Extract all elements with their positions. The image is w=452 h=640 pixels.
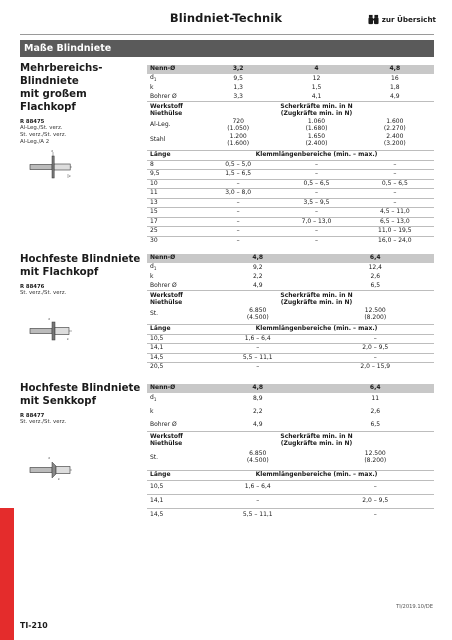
grip-range: 16,0 – 24,0 [356, 236, 434, 245]
size-cell: 4,8 [199, 384, 317, 393]
grip-range: – [277, 160, 355, 170]
overview-label: zur Übersicht [381, 15, 436, 24]
length-value: 8 [147, 160, 199, 170]
table-row [147, 117, 434, 132]
spec-table [147, 254, 434, 372]
grip-range: – [317, 480, 435, 494]
rivet-flat-head-drawing [26, 314, 76, 344]
product-title-line2: mit großem Flachkopf [20, 89, 87, 113]
table-row [147, 282, 434, 291]
dim-value: 2,6 [370, 273, 381, 281]
length-value: 14,5 [147, 353, 199, 363]
length-header-row [147, 471, 434, 481]
table-row [147, 189, 434, 199]
product-block [20, 253, 144, 297]
grip-range: 0,5 – 6,5 [356, 179, 434, 189]
grip-range: – [199, 227, 277, 237]
size-cell: 3,2 [199, 65, 277, 74]
table-row [147, 74, 434, 85]
table-header-row [147, 65, 434, 74]
svg-text:d: d [51, 149, 53, 153]
table-row [147, 263, 434, 274]
grip-range: – [277, 170, 355, 180]
dim-value: 11 [371, 394, 380, 402]
grip-range: – [356, 170, 434, 180]
force-value: 6.850 [249, 306, 267, 314]
table-row [147, 236, 434, 245]
product-material: Al-Leg./A 2 [20, 139, 50, 145]
grip-range: – [317, 334, 435, 344]
table-row [147, 198, 434, 208]
header-divider [20, 34, 434, 35]
dim-value: 4,9 [390, 92, 400, 100]
product-material: Al-Leg./St. verz. [20, 125, 63, 131]
force-header-row [147, 291, 434, 307]
product-code: R 88477 [20, 413, 45, 419]
overview-link[interactable] [368, 14, 436, 25]
nenn-label: Nenn-Ø [147, 384, 199, 393]
svg-text:d: d [48, 456, 50, 460]
product-block [20, 62, 144, 146]
size-cell: 4,8 [356, 65, 434, 74]
force-value: 1.650 [307, 132, 326, 140]
grip-range: – [199, 363, 317, 372]
grip-range: 1,6 – 6,4 [199, 334, 317, 344]
scherkraefte-label: Scherkräfte min. in N [280, 432, 353, 440]
rivet-large-flange-drawing [26, 148, 76, 180]
zugkraefte-label: (Zugkräfte min. in N) [280, 439, 353, 447]
laenge-label: Länge [147, 151, 199, 161]
section-title-band: Maße Blindniete [20, 40, 434, 57]
table-header-row [147, 254, 434, 263]
product-material: St. verz./St. verz. [20, 290, 67, 296]
table-row [147, 132, 434, 147]
grip-range: – [317, 353, 435, 363]
force-value: 12.500 [364, 306, 386, 314]
length-value: 15 [147, 208, 199, 218]
dim-value: 6,5 [370, 420, 381, 428]
product-block [20, 382, 144, 426]
grip-range: – [199, 208, 277, 218]
table-row [147, 508, 434, 522]
force-value-zug: (4.500) [246, 457, 269, 464]
dim-label: Bohrer Ø [150, 281, 177, 289]
grip-range: 0,5 – 6,5 [277, 179, 355, 189]
force-value: 1.200 [229, 132, 247, 140]
svg-text:d: d [48, 317, 50, 321]
force-value: 1.600 [386, 117, 404, 125]
werkstoff-label: Werkstoff [150, 291, 183, 299]
length-value: 14,1 [147, 344, 199, 354]
material-label: Stahl [150, 136, 166, 144]
dim-label: d [150, 73, 154, 81]
length-value: 30 [147, 236, 199, 245]
grip-range: – [277, 208, 355, 218]
dim-value: 1,5 [311, 84, 322, 92]
length-value: 14,1 [147, 494, 199, 508]
table-row [147, 306, 434, 321]
material-label: St. [150, 310, 159, 318]
length-header-row [147, 151, 434, 161]
grip-range: – [199, 198, 277, 208]
grip-range: 6,5 – 13,0 [356, 217, 434, 227]
dim-value: 8,9 [252, 394, 263, 402]
force-value-zug: (2.400) [305, 139, 328, 147]
product-material: St. verz./St. verz. [20, 419, 67, 425]
grip-range: 7,0 – 13,0 [277, 217, 355, 227]
grip-range: 1,6 – 6,4 [199, 480, 317, 494]
force-value: 720 [232, 117, 244, 125]
table-row [147, 363, 434, 372]
svg-text:k: k [69, 174, 71, 178]
grip-range: – [356, 198, 434, 208]
dim-value: 3,3 [233, 92, 243, 100]
dim-value: 1,8 [390, 84, 400, 92]
product-code: R 88475 [20, 119, 45, 125]
table-row [147, 480, 434, 494]
force-header-row [147, 432, 434, 448]
grip-range: 5,5 – 11,1 [199, 508, 317, 522]
grip-range: 3,0 – 8,0 [199, 189, 277, 199]
grip-range: 2,0 – 9,5 [317, 344, 435, 354]
table-row [147, 170, 434, 180]
length-value: 10,5 [147, 334, 199, 344]
table-row [147, 227, 434, 237]
niethuelse-label: Niethülse [150, 439, 183, 447]
grip-range: 2,0 – 9,5 [317, 494, 435, 508]
table-row [147, 393, 434, 406]
table-row [147, 84, 434, 93]
svg-text:k: k [67, 337, 69, 341]
grip-range: 1,5 – 6,5 [199, 170, 277, 180]
grip-range: 11,0 – 19,5 [356, 227, 434, 237]
length-header-row [147, 325, 434, 335]
grip-range: – [356, 189, 434, 199]
force-value: 1.060 [307, 117, 326, 125]
dim-label: d [150, 393, 154, 401]
scherkraefte-label: Scherkräfte min. in N [280, 102, 353, 110]
size-cell: 6,4 [317, 384, 435, 393]
grip-range: – [356, 160, 434, 170]
grip-range: – [277, 189, 355, 199]
zugkraefte-label: (Zugkräfte min. in N) [280, 298, 353, 306]
footer-document-code: TI/2019.10/DE [396, 604, 433, 610]
length-value: 11 [147, 189, 199, 199]
grip-range: – [277, 236, 355, 245]
material-label: Al-Leg. [150, 121, 171, 129]
product-title-line1: Hochfeste Blindniete [20, 383, 141, 394]
rivet-countersunk-drawing [26, 452, 76, 484]
grip-range: – [199, 494, 317, 508]
dim-value: 6,5 [370, 281, 381, 289]
zugkraefte-label: (Zugkräfte min. in N) [280, 109, 353, 117]
nenn-label: Nenn-Ø [147, 254, 199, 263]
product-material: St. verz./St. verz. [20, 132, 67, 138]
dim-label: Bohrer Ø [150, 420, 177, 428]
grip-range: 3,5 – 9,5 [277, 198, 355, 208]
grip-range: 4,5 – 11,0 [356, 208, 434, 218]
scherkraefte-label: Scherkräfte min. in N [280, 291, 353, 299]
force-value-zug: (1.600) [227, 139, 250, 147]
klemm-label: Klemmlängenbereiche (min. – max.) [199, 325, 434, 335]
dim-value: 4,9 [252, 281, 263, 289]
table-row [147, 273, 434, 282]
spec-table [147, 65, 434, 245]
grip-range: 5,5 – 11,1 [199, 353, 317, 363]
product-code: R 88476 [20, 284, 45, 290]
grip-range: 0,5 – 5,0 [199, 160, 277, 170]
dim-label: Bohrer Ø [150, 92, 177, 100]
grip-range: 2,0 – 15,9 [317, 363, 435, 372]
laenge-label: Länge [147, 325, 199, 335]
dim-value: 9,2 [252, 263, 263, 271]
grip-range: – [199, 217, 277, 227]
force-value-zug: (4.500) [246, 313, 269, 321]
material-label: St. [150, 453, 159, 461]
table-row [147, 93, 434, 102]
force-value: 6.850 [249, 450, 267, 457]
length-value: 25 [147, 227, 199, 237]
red-edge-bar [0, 508, 14, 640]
svg-text:k: k [58, 477, 60, 481]
klemm-label: Klemmlängenbereiche (min. – max.) [199, 151, 434, 161]
dim-value: 2,2 [252, 273, 263, 281]
dim-value: 12 [312, 74, 321, 82]
length-value: 10,5 [147, 480, 199, 494]
dim-value: 4,1 [311, 92, 322, 100]
length-value: 13 [147, 198, 199, 208]
force-value-zug: (8.200) [364, 313, 387, 321]
table-row [147, 353, 434, 363]
product-title-line2: mit Senkkopf [20, 396, 97, 407]
table-row [147, 447, 434, 467]
page-number: TI-210 [20, 621, 48, 630]
force-value-zug: (8.200) [364, 457, 387, 464]
size-cell: 6,4 [317, 254, 435, 263]
size-cell: 4 [277, 65, 355, 74]
table-row [147, 217, 434, 227]
length-value: 17 [147, 217, 199, 227]
table-row [147, 344, 434, 354]
force-value: 12.500 [364, 450, 386, 457]
dim-value: 4,9 [252, 420, 263, 428]
product-title-line2: mit Flachkopf [20, 267, 99, 278]
dim-label: k [150, 407, 154, 415]
dim-label: k [150, 273, 154, 281]
grip-range: – [199, 179, 277, 189]
grip-range: – [199, 236, 277, 245]
dim-value: 2,2 [252, 407, 263, 415]
grip-range: – [317, 508, 435, 522]
dim-label: d [150, 262, 154, 270]
grip-range: – [199, 344, 317, 354]
dim-value: 1,3 [233, 84, 243, 92]
table-row [147, 419, 434, 432]
dim-label: k [150, 84, 154, 92]
dim-value: 12,4 [368, 263, 382, 271]
werkstoff-label: Werkstoff [150, 432, 183, 440]
table-header-row [147, 384, 434, 393]
table-row [147, 208, 434, 218]
klemm-label: Klemmlängenbereiche (min. – max.) [199, 471, 434, 481]
nenn-label: Nenn-Ø [147, 65, 199, 74]
length-value: 20,5 [147, 363, 199, 372]
laenge-label: Länge [147, 471, 199, 481]
dim-value: 2,6 [370, 407, 381, 415]
niethuelse-label: Niethülse [150, 109, 183, 117]
force-value-zug: (3.200) [383, 139, 406, 147]
werkstoff-label: Werkstoff [150, 102, 183, 110]
table-row [147, 494, 434, 508]
length-value: 10 [147, 179, 199, 189]
overview-binoculars-icon [368, 14, 379, 25]
grip-range: – [277, 227, 355, 237]
force-header-row [147, 102, 434, 118]
product-title-line1: Mehrbereichs-Blindniete [20, 63, 103, 87]
length-value: 14,5 [147, 508, 199, 522]
force-value-zug: (1.680) [305, 124, 328, 132]
force-value: 2.400 [386, 132, 404, 140]
product-title-line1: Hochfeste Blindniete [20, 254, 141, 265]
page-header-title: Blindniet-Technik [169, 11, 283, 25]
niethuelse-label: Niethülse [150, 298, 183, 306]
force-value-zug: (2.270) [383, 124, 406, 132]
table-row [147, 334, 434, 344]
table-row [147, 179, 434, 189]
dim-subscript: 1 [153, 265, 157, 271]
size-cell: 4,8 [199, 254, 317, 263]
table-row [147, 406, 434, 419]
dim-value: 9,5 [233, 74, 243, 82]
dim-value: 16 [391, 74, 399, 82]
dim-subscript: 1 [153, 396, 157, 402]
force-value-zug: (1.050) [227, 124, 250, 132]
dim-subscript: 1 [153, 76, 157, 82]
table-row [147, 160, 434, 170]
length-value: 9,5 [147, 170, 199, 180]
spec-table [147, 384, 434, 522]
